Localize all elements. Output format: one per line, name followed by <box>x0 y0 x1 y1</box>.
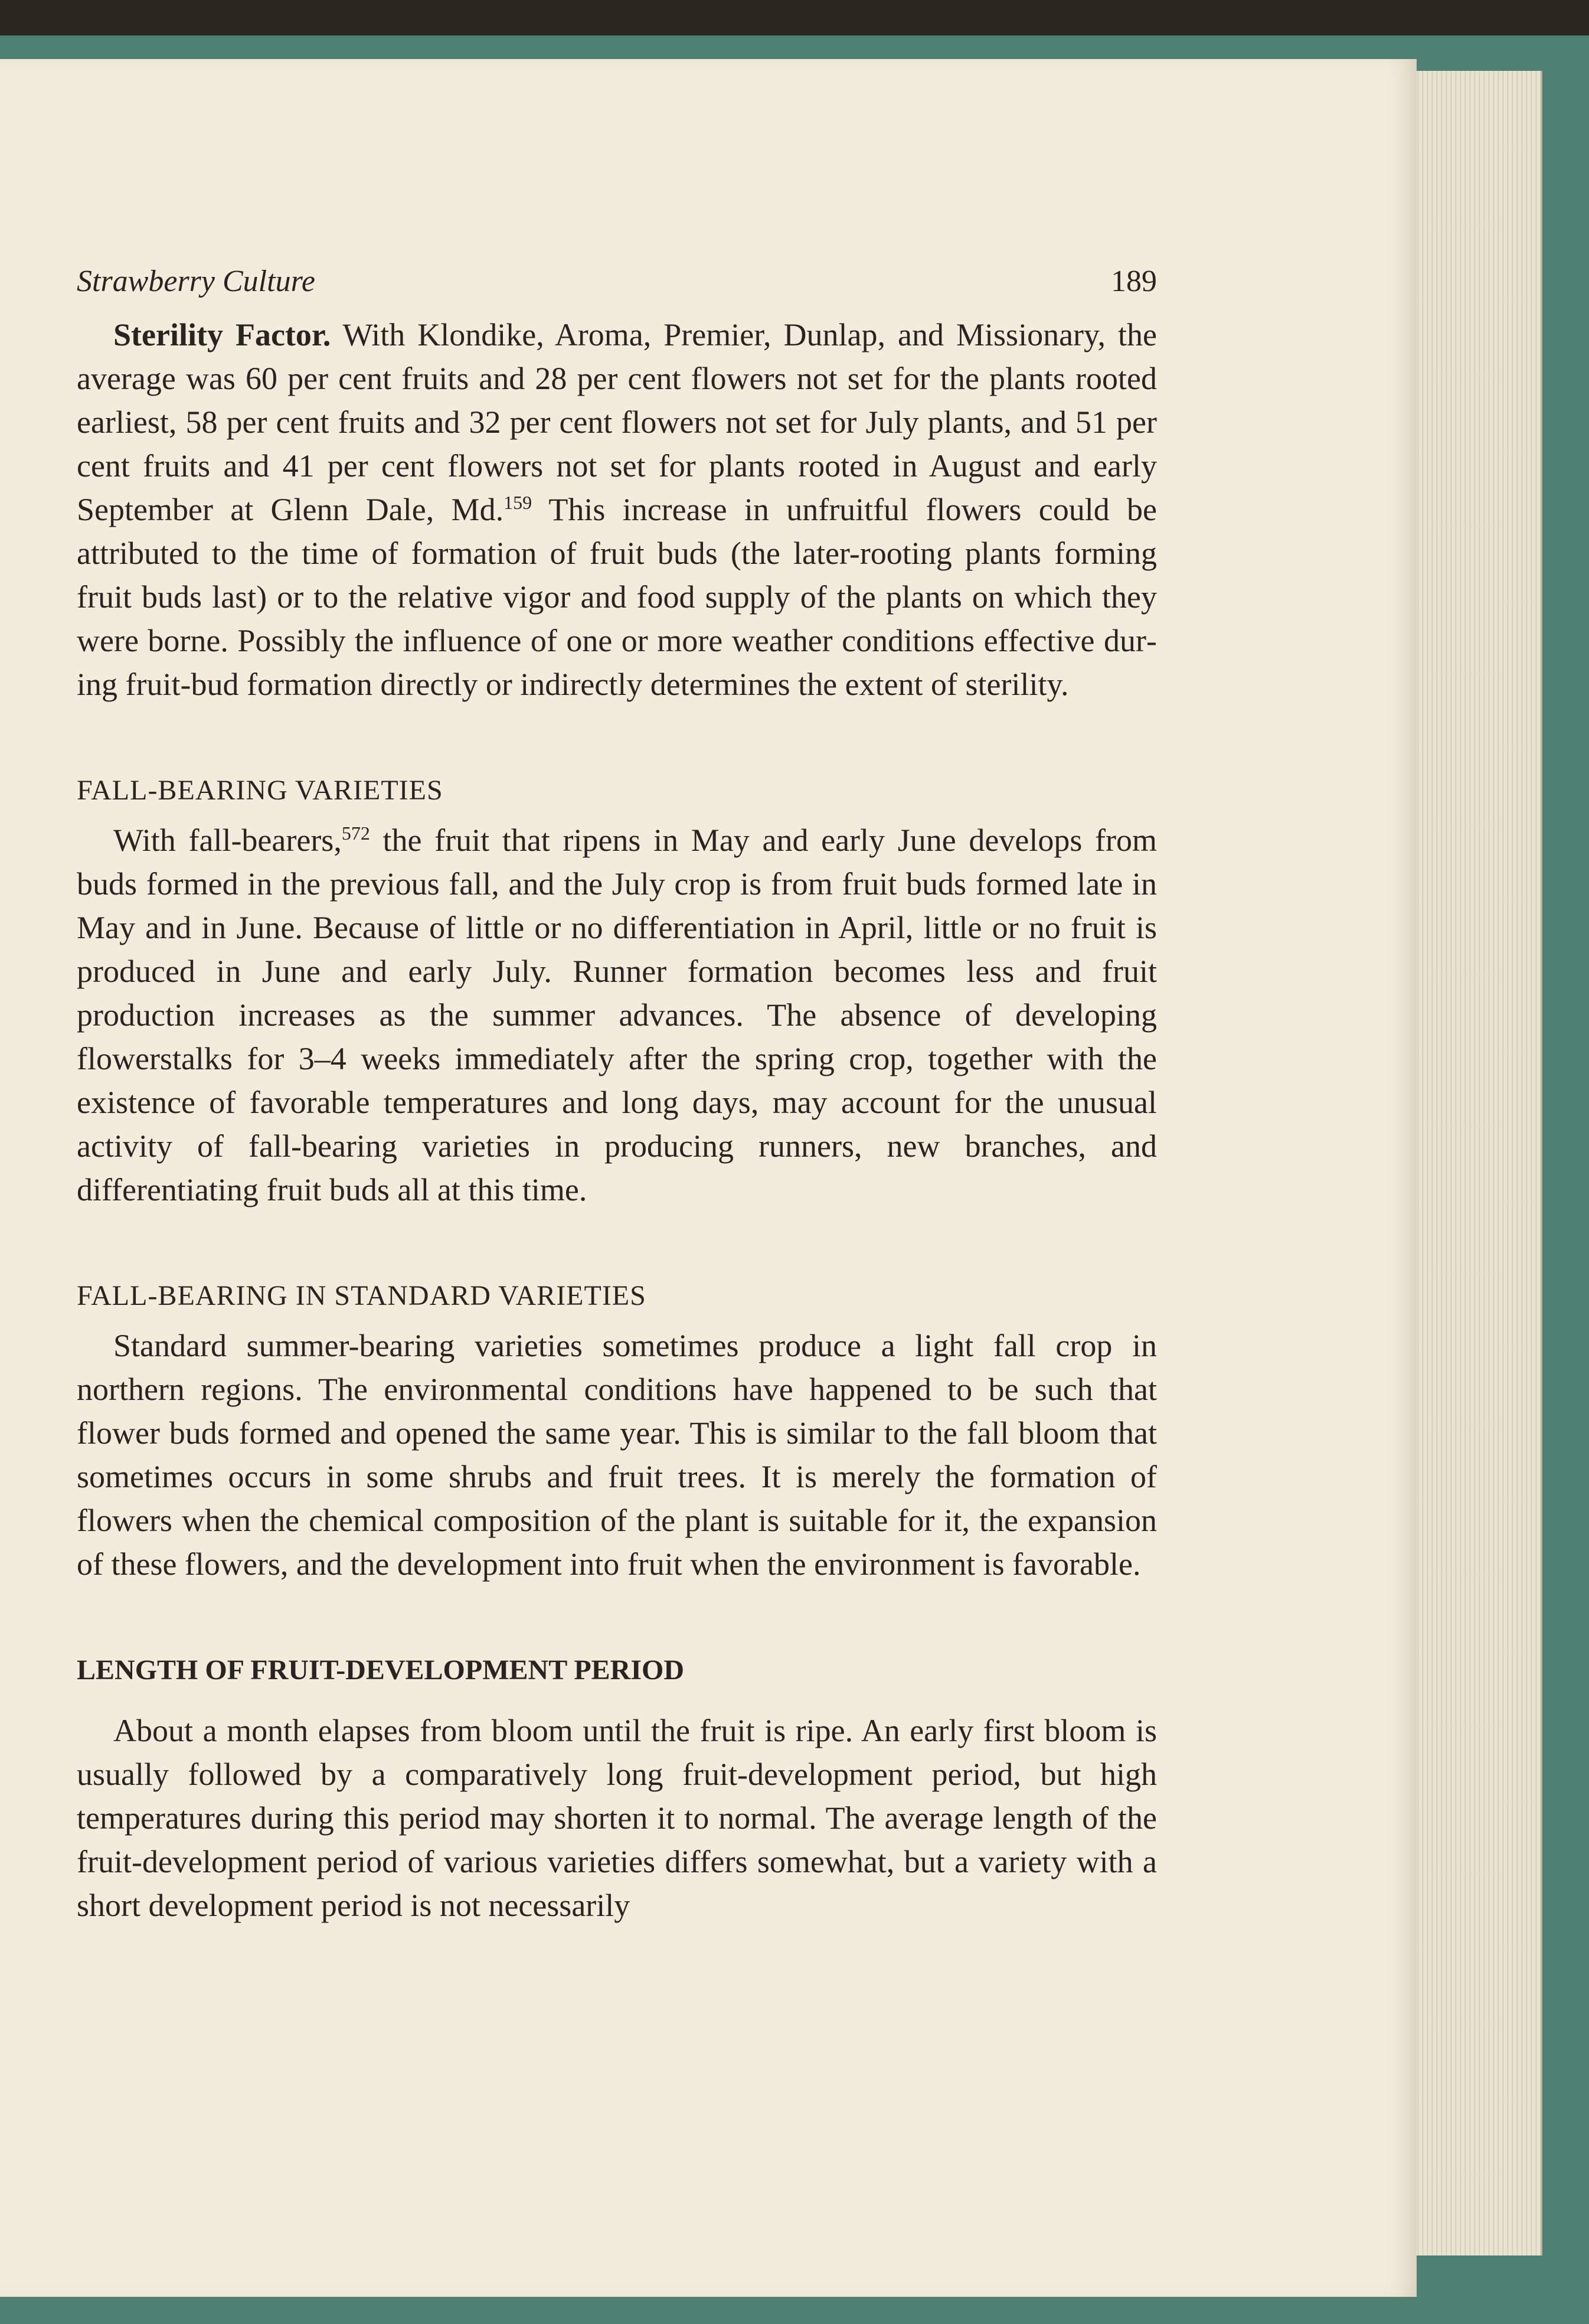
paragraph-text: This increase in unfruitful flowers could be attributed to the time of formation of fruit buds (the later-rooting plants forming fruit buds last) or to the relative vigor and food supply of the plants on which they were borne. Possibly the influence of one or more weather conditions effective during fruit-bud formation directly or indirectly determines the extent of sterility. <box>77 492 1157 702</box>
paragraph-text: the fruit that ripens in May and early June develops from buds formed in the previous fall, and the July crop is from fruit buds formed late in May and in June. Because of little or no differentiation in April, little or no fruit is produced in June and early July. Runner formation becomes less and fruit production increases as the summer advances. The absence of developing flowerstalks for 3–4 weeks immediately after the spring crop, together with the existence of favorable temperatures and long days, may account for the unusual activity of fall-bearing varieties in producing runners, new branches, and differentiating fruit buds all at this time. <box>77 822 1157 1207</box>
paragraph-lead-in: Sterility Factor. <box>113 317 331 352</box>
reference-superscript: 572 <box>341 822 370 844</box>
paragraph-text: With Klondike, Aroma, Premier, Dunlap, and Missionary, the average was 60 per cent fruits and 28 per cent flowers not set for the plants rooted earliest, 58 per cent fruits and 32 per cent flowers not set for July plants, and 51 per cent fruits and 41 per cent flowers not set for plants rooted in August and early September at Glenn Dale, Md. <box>77 317 1157 527</box>
paragraph-fall-bearing-varieties <box>77 818 1157 1212</box>
section-heading: FALL-BEARING VARIETIES <box>77 775 443 806</box>
reference-superscript: 159 <box>503 492 532 513</box>
running-title: Strawberry Culture <box>77 265 315 298</box>
section-heading: LENGTH OF FRUIT-DEVELOPMENT PERIOD <box>77 1654 685 1686</box>
paragraph-sterility-factor <box>77 313 1157 706</box>
page-edges <box>1405 71 1542 2256</box>
paragraph-text: With fall-bearers, <box>113 822 342 858</box>
book-page <box>0 59 1417 2297</box>
page-number: 189 <box>1111 265 1157 298</box>
section-heading: FALL-BEARING IN STANDARD VARIETIES <box>77 1280 646 1311</box>
background-top <box>0 0 1589 35</box>
paragraph-fruit-development: About a month elapses from bloom until the fruit is ripe. An early first bloom is usually followed by a comparatively long fruit-development period, but high temperatures during this period may shorten it to normal. The average length of the fruit-development period of various varieties differs somewhat, but a variety with a short development period is not necessarily <box>77 1713 1157 1923</box>
running-head <box>77 260 1157 313</box>
page-content <box>77 260 1157 1927</box>
paragraph-standard-varieties: Standard summer-bearing varieties sometimes produce a light fall crop in northern regions. The environmental conditions have happened to be such that flower buds formed and opened the same year. This is similar to the fall bloom that sometimes occurs in some shrubs and fruit trees. It is merely the formation of flowers when the chemical composition of the plant is suitable for it, the expansion of these flowers, and the development into fruit when the environment is favorable. <box>77 1328 1157 1582</box>
